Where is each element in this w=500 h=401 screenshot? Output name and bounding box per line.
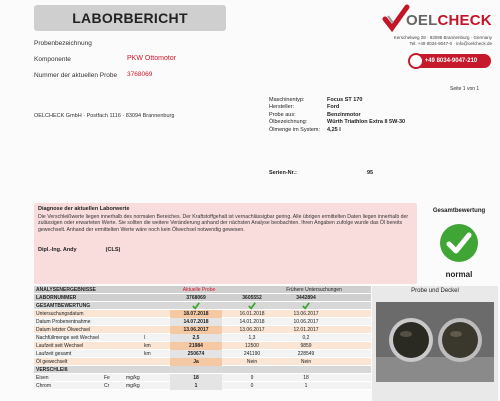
sample-photo-image	[376, 302, 494, 382]
rating-check-icon	[192, 302, 200, 310]
result-label: Datum Probenentnahme	[36, 319, 91, 325]
component-value: PKW Ottomotor	[127, 55, 177, 62]
lab-number-label: LABORNUMMER	[36, 295, 77, 301]
logo-wordmark	[406, 12, 492, 29]
result-value: 13.06.2017	[293, 311, 319, 317]
result-label: Laufzeit gesamt	[36, 351, 72, 357]
wear-label: Chrom	[36, 383, 52, 389]
result-value: 16.01.2018	[239, 311, 265, 317]
overall-check-icon	[439, 223, 479, 263]
machine-row	[269, 119, 405, 126]
rating-check-icon	[302, 302, 310, 310]
result-label: Öl gewechselt	[36, 359, 68, 365]
sample-designation-label: Probenbezeichnung	[34, 40, 92, 47]
wear-unit: mg/kg	[126, 375, 140, 381]
wear-section-row	[34, 366, 371, 374]
wear-unit: mg/kg	[126, 383, 140, 389]
results-header-row	[34, 286, 371, 294]
diagnosis-text: Die Verschleißwerte liegen innerhalb des normalen Bereiches. Der Kraftstoffgehalt ist vernachlässigbar gering. Alle übrigen ermittelten Daten liegen innerhalb der zulässigen oder erwarteten Werte. Sie sollten die weitere Veränderung anhand der nächsten Analyse beobachten. Ihren Angaben zufolge wurde das Öl bereits gewechselt. Anhand der ermittelten Werte wäre noch kein Ölwechsel notwendig gewesen.	[38, 214, 409, 233]
company-address-line1: Kerschelweg 28 · 83098 Brannenburg · Germany	[393, 35, 492, 40]
wear-symbol: Cr	[104, 383, 110, 389]
company-address	[362, 35, 492, 47]
logo-main: OEL	[406, 12, 438, 29]
sample-photo	[376, 302, 494, 382]
result-row	[34, 342, 371, 350]
machine-value: Würth Triathlon Extra II 5W-30	[327, 119, 406, 126]
overall-rating-value: normal	[445, 270, 473, 279]
logo-rest: CHECK	[437, 12, 492, 29]
result-value: 1,3	[248, 335, 256, 341]
report-title: LABORBERICHT	[34, 5, 226, 31]
result-value: 228549	[297, 351, 315, 357]
result-unit: l	[144, 335, 146, 341]
machine-key: Maschinentyp:	[269, 97, 305, 103]
machine-value: 4,25 l	[327, 126, 341, 133]
machine-value: Focus ST 170	[327, 97, 363, 103]
photo-title: Probe und Deckel	[411, 288, 459, 294]
wear-value: 0	[250, 383, 254, 389]
machine-row	[269, 104, 405, 111]
sample-number-label: Nummer der aktuellen Probe	[34, 72, 118, 79]
result-value: Nein	[300, 359, 312, 365]
result-row	[34, 350, 371, 358]
phone-badge[interactable]: +49 8034-9047-210	[411, 54, 491, 68]
result-label: Datum letzter Ölwechsel	[36, 327, 91, 333]
result-value: 14.01.2018	[239, 319, 265, 325]
wear-section-title: VERSCHLEIß	[36, 367, 68, 373]
wear-value: 1	[304, 383, 308, 389]
machine-value: Benzinmotor	[327, 111, 361, 118]
result-value: 12.01.2017	[293, 327, 319, 333]
oelcheck-logo	[382, 4, 492, 34]
result-value: Nein	[246, 359, 258, 365]
overall-rating-label: Gesamtbewertung	[432, 208, 486, 214]
result-label: Untersuchungsdatum	[36, 311, 84, 317]
result-value: 13.06.2017	[170, 326, 222, 334]
sample-number-value: 3768069	[127, 71, 153, 78]
result-label: Laufzeit seit Wechsel	[36, 343, 84, 349]
machine-row	[269, 97, 405, 104]
wear-value: 18	[170, 374, 222, 382]
result-unit: km	[144, 351, 151, 357]
phone-icon	[408, 53, 424, 69]
result-value: 0,2	[302, 335, 310, 341]
sender-address: OELCHECK GmbH · Postfach 1116 · 83094 Brannenburg	[34, 113, 175, 119]
result-row	[34, 334, 371, 342]
machine-row	[269, 127, 405, 134]
result-value: 241190	[243, 351, 261, 357]
previous-samples-label: Frühere Untersuchungen	[286, 287, 342, 293]
results-table	[34, 286, 371, 390]
result-value: 12500	[245, 343, 259, 349]
machine-key: Hersteller:	[269, 104, 295, 111]
result-label: Nachfüllmenge seit Wechsel	[36, 335, 99, 341]
sample-photo-panel	[372, 286, 498, 401]
result-row	[34, 358, 371, 366]
lab-number-value: 3605552	[242, 295, 262, 301]
result-row	[34, 310, 371, 318]
component-label: Komponente	[34, 56, 71, 63]
diagnosis-box	[34, 203, 417, 284]
wear-value: 1	[170, 382, 222, 390]
wear-row	[34, 382, 371, 390]
results-section-title: ANALYSENERGEBNISSE	[36, 287, 96, 293]
result-unit: km	[144, 343, 151, 349]
result-value: 21984	[170, 342, 222, 350]
wear-row	[34, 374, 371, 382]
result-value: 10.06.2017	[293, 319, 319, 325]
machine-key: Ölmenge im System:	[269, 126, 321, 133]
lab-number-value: 3442894	[296, 295, 316, 301]
rating-check-icon	[248, 302, 256, 310]
result-value: Ja	[170, 358, 222, 366]
serial-value: 95	[367, 170, 374, 176]
wear-value: 18	[303, 375, 309, 381]
machine-value: Ford	[327, 104, 340, 111]
result-row	[34, 318, 371, 326]
overall-rating-row	[34, 302, 371, 310]
machine-key: Ölbezeichnung:	[269, 119, 308, 126]
result-value: 18.07.2018	[170, 310, 222, 318]
result-value: 14.07.2018	[170, 318, 222, 326]
wear-value: 9	[250, 375, 254, 381]
machine-info	[269, 97, 405, 134]
machine-key: Probe aus:	[269, 111, 296, 118]
current-sample-label: Aktuelle Probe	[182, 287, 216, 293]
lab-number-row	[34, 294, 371, 302]
overall-rating-row-label: GESAMTBEWERTUNG	[36, 303, 91, 309]
result-value: 13.06.2017	[239, 327, 265, 333]
company-address-line2: Tel. +49 8034-9047-0 · info@oelcheck.de	[409, 41, 492, 46]
result-value: 2,5	[170, 334, 222, 342]
signature-suffix: (CLS)	[105, 247, 121, 253]
result-row	[34, 326, 371, 334]
lab-number-value: 3768069	[186, 295, 206, 301]
diagnosis-signature	[38, 247, 120, 253]
result-value: 250674	[170, 350, 222, 358]
wear-symbol: Fe	[104, 375, 110, 381]
serial-label: Serien-Nr.:	[269, 170, 297, 176]
wear-label: Eisen	[36, 375, 49, 381]
signature-name: Dipl.-Ing. Andy	[38, 247, 77, 253]
page-number: Seite 1 von 1	[450, 86, 480, 92]
result-value: 9859	[300, 343, 312, 349]
diagnosis-heading: Diagnose der aktuellen Laborwerte	[38, 206, 130, 212]
